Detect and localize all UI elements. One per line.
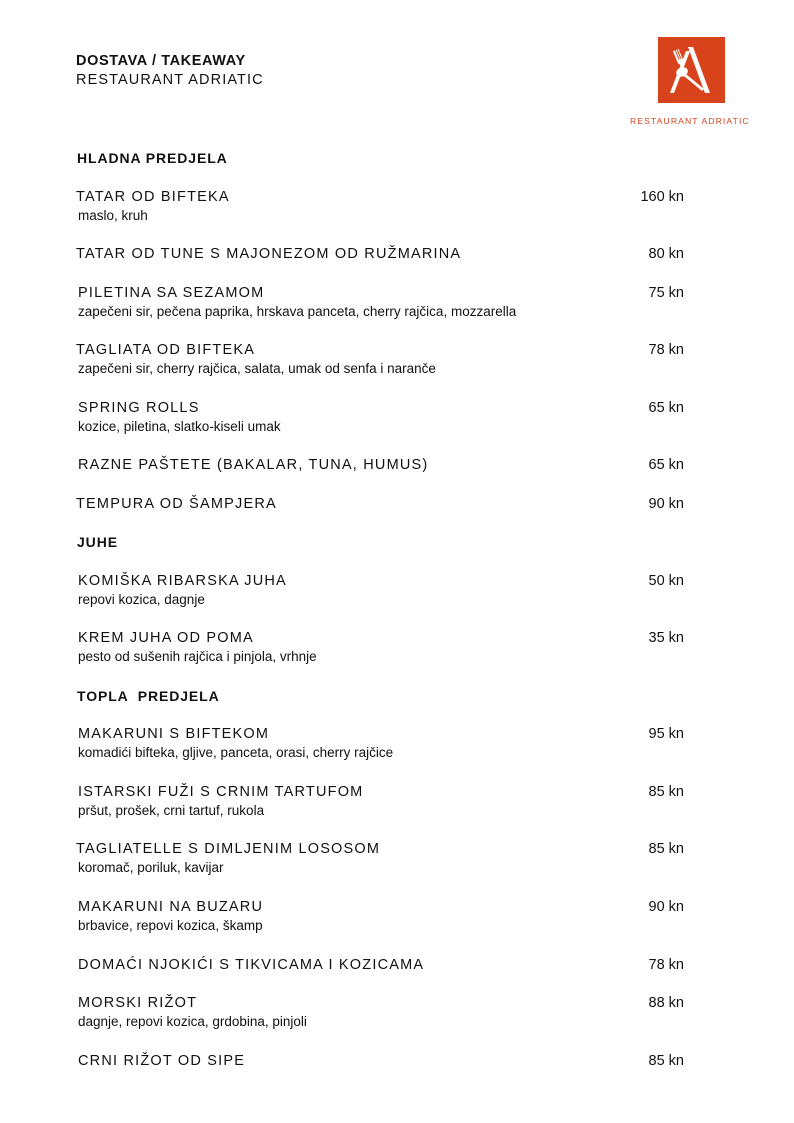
- menu-item: [76, 456, 684, 474]
- section-title-juhe: JUHE: [77, 534, 118, 550]
- logo-caption: RESTAURANT ADRIATIC: [630, 116, 750, 126]
- item-description: zapečeni sir, pečena paprika, hrskava panceta, cherry rajčica, mozzarella: [78, 304, 517, 319]
- item-price: 160 kn: [640, 189, 684, 205]
- item-name: RAZNE PAŠTETE (BAKALAR, TUNA, HUMUS): [78, 457, 429, 473]
- item-description: koromač, poriluk, kavijar: [78, 860, 224, 875]
- item-name: MAKARUNI S BIFTEKOM: [78, 726, 270, 742]
- menu-item: [76, 725, 684, 761]
- item-name: TEMPURA OD ŠAMPJERA: [76, 496, 277, 512]
- menu-item: [76, 783, 684, 819]
- item-price: 80 kn: [648, 246, 684, 262]
- item-description: pesto od sušenih rajčica i pinjola, vrhnje: [78, 649, 317, 664]
- item-description: komadići bifteka, gljive, panceta, orasi, cherry rajčice: [78, 745, 394, 760]
- item-price: 75 kn: [648, 285, 684, 301]
- item-name: CRNI RIŽOT OD SIPE: [78, 1053, 246, 1069]
- item-price: 95 kn: [648, 726, 684, 742]
- item-name: PILETINA SA SEZAMOM: [78, 285, 265, 301]
- page-title: DOSTAVA / TAKEAWAY: [76, 53, 246, 69]
- item-name: DOMAĆI NJOKIĆI S TIKVICAMA I KOZICAMA: [78, 957, 425, 973]
- item-price: 85 kn: [648, 1053, 684, 1069]
- menu-item: [76, 572, 684, 608]
- item-description: repovi kozica, dagnje: [78, 592, 205, 607]
- menu-item: [76, 898, 684, 934]
- item-price: 78 kn: [648, 957, 684, 973]
- menu-item: [76, 1052, 684, 1070]
- menu-item: [76, 994, 684, 1030]
- item-price: 88 kn: [648, 995, 684, 1011]
- item-name: TAGLIATELLE S DIMLJENIM LOSOSOM: [76, 841, 381, 857]
- item-name: KOMIŠKA RIBARSKA JUHA: [78, 573, 287, 589]
- item-name: TATAR OD BIFTEKA: [76, 189, 230, 205]
- item-description: brbavice, repovi kozica, škamp: [78, 918, 263, 933]
- fork-and-spoon-a-logo-icon: [658, 37, 725, 103]
- item-price: 50 kn: [648, 573, 684, 589]
- item-name: TATAR OD TUNE S MAJONEZOM OD RUŽMARINA: [76, 246, 462, 262]
- item-price: 85 kn: [648, 784, 684, 800]
- section-title-topla-predjela: TOPLA PREDJELA: [77, 688, 220, 704]
- item-price: 78 kn: [648, 342, 684, 358]
- menu-item: [76, 188, 684, 224]
- item-name: TAGLIATA OD BIFTEKA: [76, 342, 256, 358]
- item-price: 90 kn: [648, 899, 684, 915]
- item-price: 65 kn: [648, 400, 684, 416]
- item-name: SPRING ROLLS: [78, 400, 200, 416]
- menu-item: [76, 284, 684, 320]
- item-name: KREM JUHA OD POMA: [78, 630, 254, 646]
- item-price: 35 kn: [648, 630, 684, 646]
- menu-item: [76, 629, 684, 665]
- item-description: zapečeni sir, cherry rajčica, salata, umak od senfa i naranče: [78, 361, 436, 376]
- item-description: maslo, kruh: [78, 208, 148, 223]
- menu-item: [76, 495, 684, 513]
- menu-item: [76, 840, 684, 876]
- item-name: MAKARUNI NA BUZARU: [78, 899, 264, 915]
- menu-item: [76, 245, 684, 263]
- item-description: pršut, prošek, crni tartuf, rukola: [78, 803, 265, 818]
- restaurant-logo: [658, 37, 725, 103]
- section-title-hladna-predjela: HLADNA PREDJELA: [77, 150, 228, 166]
- menu-item: [76, 341, 684, 377]
- item-price: 65 kn: [648, 457, 684, 473]
- restaurant-name: RESTAURANT ADRIATIC: [76, 72, 264, 88]
- item-name: MORSKI RIŽOT: [78, 995, 198, 1011]
- item-name: ISTARSKI FUŽI S CRNIM TARTUFOM: [78, 784, 364, 800]
- item-price: 85 kn: [648, 841, 684, 857]
- menu-item: [76, 956, 684, 974]
- item-description: dagnje, repovi kozica, grdobina, pinjoli: [78, 1014, 307, 1029]
- menu-item: [76, 399, 684, 435]
- item-price: 90 kn: [648, 496, 684, 512]
- item-description: kozice, piletina, slatko-kiseli umak: [78, 419, 281, 434]
